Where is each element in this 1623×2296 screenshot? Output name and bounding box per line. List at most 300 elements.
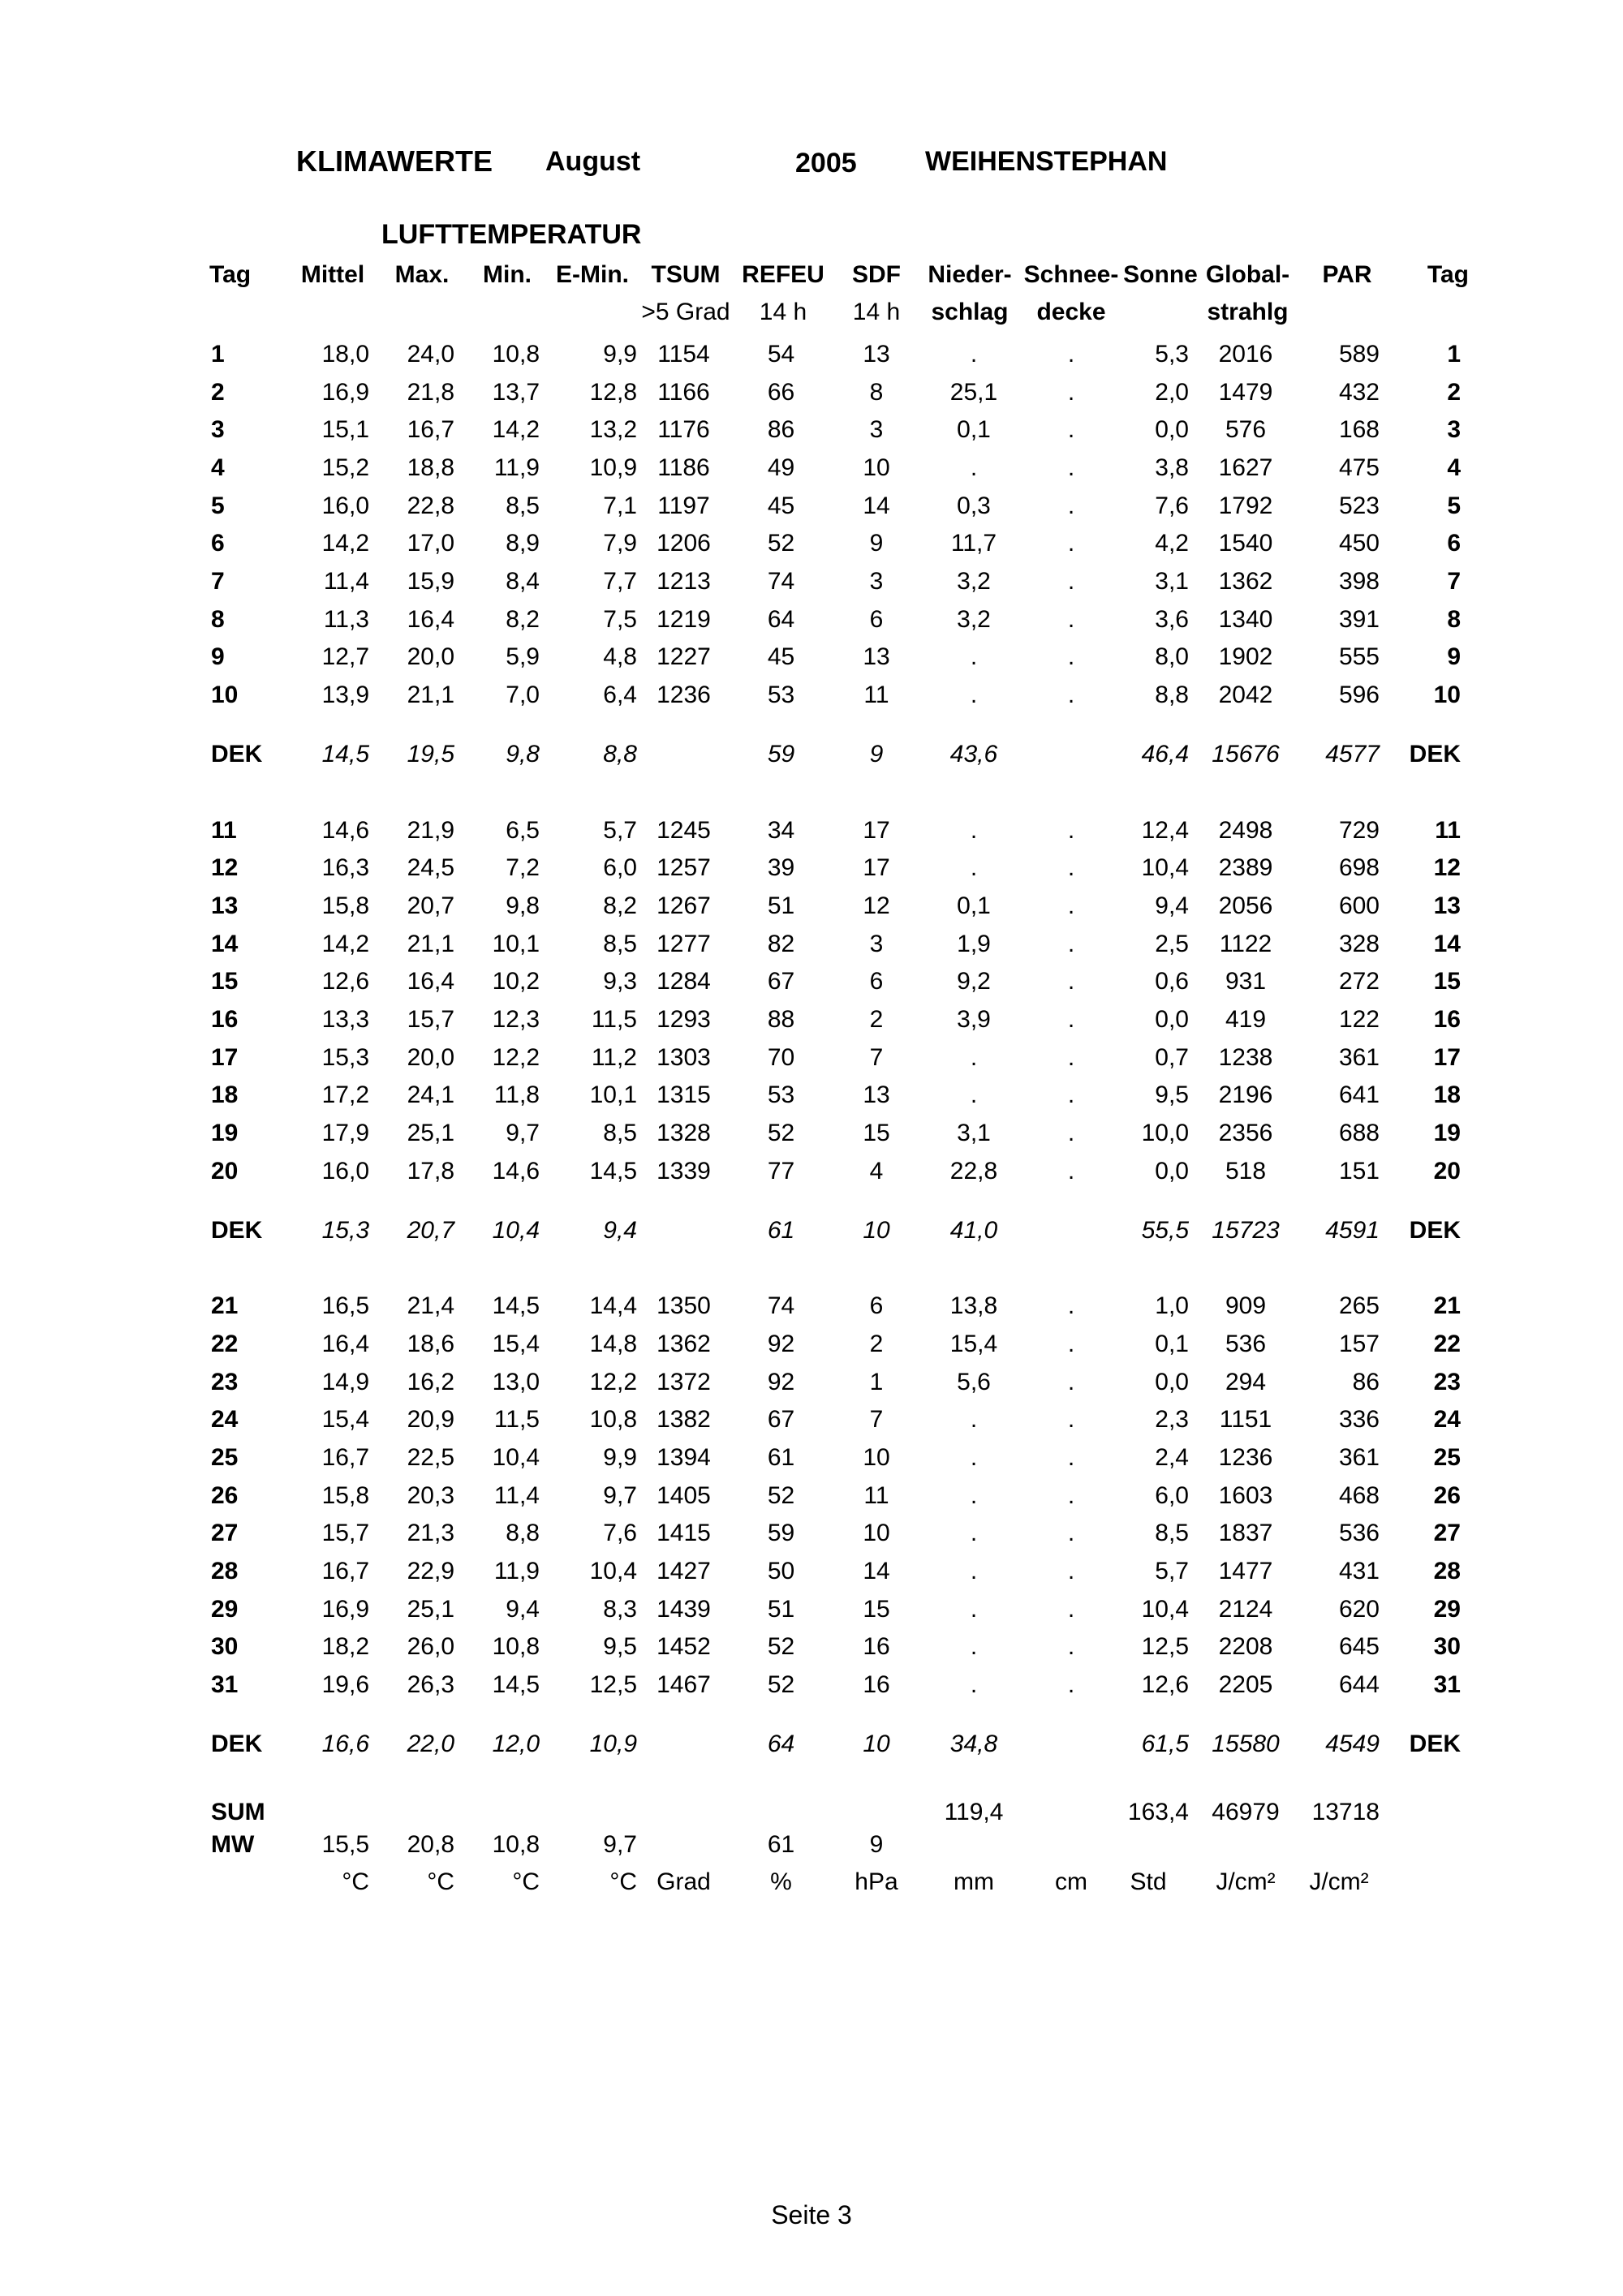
table-cell-tag2: 4: [1447, 454, 1461, 481]
table-cell-sonne: 2,5: [1155, 931, 1189, 957]
table-cell-tag: 6: [211, 530, 225, 557]
table-cell-tag2: 25: [1433, 1444, 1461, 1471]
table-cell-sdf: 13: [863, 643, 890, 670]
table-cell-nieder: 9,2: [957, 968, 991, 995]
table-cell-max: 17,8: [407, 1158, 454, 1185]
table-cell-tsum: 1267: [657, 892, 711, 919]
table-cell-refeu: 70: [767, 1044, 795, 1071]
table-cell-tag2: DEK: [1409, 741, 1461, 767]
table-cell-sonne: 0,0: [1155, 1369, 1189, 1395]
table-cell-schnee: .: [1067, 1044, 1075, 1071]
table-cell-schnee: .: [1067, 454, 1075, 481]
column-header-schnee: Schnee-: [1023, 261, 1119, 288]
table-cell-refeu: 34: [767, 817, 795, 844]
table-cell-refeu: 88: [767, 1006, 795, 1033]
table-cell-tag2: 18: [1433, 1081, 1461, 1108]
table-cell-mittel: 16,0: [321, 492, 369, 519]
table-cell-tag2: 8: [1447, 606, 1461, 633]
table-cell-tsum: 1350: [657, 1292, 711, 1319]
table-cell-sdf: 9: [869, 741, 884, 767]
table-cell-tag: 16: [211, 1006, 239, 1033]
table-cell-par: 644: [1338, 1671, 1380, 1698]
month-label: August: [545, 146, 641, 177]
table-cell-refeu: 61: [767, 1831, 795, 1858]
table-cell-emin: 10,8: [589, 1406, 637, 1433]
table-cell-sdf: 2: [869, 1331, 884, 1357]
table-cell-tag: 28: [211, 1558, 239, 1584]
table-cell-emin: 10,9: [589, 1731, 637, 1757]
table-cell-tsum: 1176: [657, 416, 710, 443]
table-cell-par: 4591: [1325, 1217, 1380, 1244]
table-cell-max: 16,7: [407, 416, 454, 443]
table-cell-schnee: .: [1067, 1520, 1075, 1546]
table-cell-schnee: .: [1067, 379, 1075, 406]
table-cell-tag2: 11: [1435, 817, 1461, 844]
table-cell-nieder: .: [970, 1444, 978, 1471]
table-cell-mittel: 15,1: [321, 416, 369, 443]
table-cell-tag2: 7: [1447, 568, 1461, 595]
table-cell-min: 5,9: [506, 643, 540, 670]
table-cell-min: 7,0: [506, 681, 540, 708]
table-cell-tag2: 22: [1433, 1331, 1461, 1357]
table-cell-global: 2356: [1218, 1120, 1273, 1146]
table-cell-sonne: 12,6: [1141, 1671, 1189, 1698]
table-cell-par: 4577: [1325, 741, 1380, 767]
table-cell-global: 1792: [1218, 492, 1273, 519]
table-cell-mittel: 12,6: [321, 968, 369, 995]
table-cell-par: 272: [1338, 968, 1380, 995]
table-cell-min: 13,7: [492, 379, 540, 406]
table-cell-nieder: 0,1: [957, 892, 991, 919]
table-cell-nieder: .: [970, 817, 978, 844]
table-cell-sonne: 61,5: [1141, 1731, 1189, 1757]
table-cell-tag: 15: [211, 968, 239, 995]
table-cell-emin: 10,1: [589, 1081, 637, 1108]
table-cell-emin: 12,5: [589, 1671, 637, 1698]
table-cell-min: 12,3: [492, 1006, 540, 1033]
table-cell-tag2: 20: [1433, 1158, 1461, 1185]
table-cell-max: 22,9: [407, 1558, 454, 1584]
table-cell-sdf: 10: [863, 1520, 890, 1546]
table-cell-global: J/cm²: [1216, 1868, 1276, 1895]
table-cell-emin: 11,5: [591, 1006, 637, 1033]
table-cell-mittel: 15,8: [321, 892, 369, 919]
table-cell-tsum: 1219: [657, 606, 711, 633]
table-cell-par: 361: [1338, 1044, 1380, 1071]
table-cell-refeu: 53: [767, 1081, 795, 1108]
table-cell-refeu: 61: [767, 1444, 795, 1471]
table-cell-mittel: 15,8: [321, 1482, 369, 1509]
table-cell-refeu: 92: [767, 1369, 795, 1395]
table-cell-sonne: 1,0: [1155, 1292, 1189, 1319]
table-cell-schnee: .: [1067, 1671, 1075, 1698]
table-cell-min: 10,8: [492, 341, 540, 368]
table-cell-schnee: .: [1067, 1596, 1075, 1623]
table-cell-tag: 5: [211, 492, 225, 519]
table-cell-refeu: 53: [767, 681, 795, 708]
table-cell-tag: 1: [211, 341, 225, 368]
table-cell-min: 14,5: [492, 1292, 540, 1319]
table-cell-nieder: 13,8: [949, 1292, 998, 1319]
table-cell-mittel: 11,3: [323, 606, 369, 633]
table-cell-nieder: 0,3: [957, 492, 991, 519]
table-cell-tag: 7: [211, 568, 225, 595]
table-cell-par: 432: [1338, 379, 1380, 406]
table-cell-tsum: 1382: [657, 1406, 711, 1433]
table-cell-sonne: 0,0: [1155, 1006, 1189, 1033]
table-cell-refeu: 45: [767, 492, 795, 519]
table-cell-emin: 12,2: [589, 1369, 637, 1395]
table-cell-max: 22,8: [407, 492, 454, 519]
table-cell-max: 21,8: [407, 379, 454, 406]
table-cell-nieder: .: [970, 341, 978, 368]
table-cell-emin: 9,4: [603, 1217, 637, 1244]
table-cell-par: 688: [1338, 1120, 1380, 1146]
table-cell-tag2: 3: [1447, 416, 1461, 443]
column-header-min: Min.: [483, 261, 532, 288]
table-cell-sdf: 3: [869, 416, 884, 443]
table-cell-tag: 13: [211, 892, 239, 919]
table-cell-tsum: 1439: [657, 1596, 711, 1623]
table-cell-max: 21,9: [407, 817, 454, 844]
table-cell-sonne: 5,7: [1155, 1558, 1189, 1584]
table-cell-tag: DEK: [211, 1731, 263, 1757]
table-cell-global: 1236: [1218, 1444, 1273, 1471]
table-cell-tag2: 13: [1433, 892, 1461, 919]
table-cell-tsum: 1284: [657, 968, 711, 995]
table-cell-emin: 7,6: [603, 1520, 637, 1546]
table-cell-tag: 26: [211, 1482, 239, 1509]
table-cell-max: 26,0: [407, 1633, 454, 1660]
table-cell-par: 151: [1338, 1158, 1380, 1185]
table-cell-tsum: 1339: [657, 1158, 711, 1185]
table-cell-tag: 9: [211, 643, 225, 670]
table-cell-schnee: .: [1067, 530, 1075, 557]
table-cell-min: 10,1: [492, 931, 540, 957]
table-cell-emin: 14,8: [589, 1331, 637, 1357]
column-subheader-tsum: >5 Grad: [641, 299, 730, 325]
table-cell-emin: 14,4: [589, 1292, 637, 1319]
table-cell-nieder: 41,0: [949, 1217, 998, 1244]
column-header-max: Max.: [394, 261, 450, 288]
table-cell-tsum: 1227: [657, 643, 711, 670]
table-cell-min: 14,5: [492, 1671, 540, 1698]
table-cell-sdf: 6: [869, 968, 884, 995]
table-cell-emin: 8,5: [603, 931, 637, 957]
table-cell-max: 16,2: [407, 1369, 454, 1395]
table-cell-tsum: 1236: [657, 681, 711, 708]
column-header-mittel: Mittel: [300, 261, 365, 288]
table-cell-emin: 9,7: [603, 1831, 637, 1858]
column-header-tsum: TSUM: [651, 261, 721, 288]
table-cell-nieder: 119,4: [944, 1799, 1004, 1825]
table-cell-par: 361: [1338, 1444, 1380, 1471]
table-cell-par: 328: [1338, 931, 1380, 957]
table-cell-par: 620: [1338, 1596, 1380, 1623]
table-cell-tsum: 1394: [657, 1444, 711, 1471]
table-cell-tsum: 1405: [657, 1482, 711, 1509]
table-cell-emin: 14,5: [589, 1158, 637, 1185]
table-cell-tag2: 6: [1447, 530, 1461, 557]
table-cell-sdf: 10: [863, 1444, 890, 1471]
table-cell-sonne: 0,1: [1155, 1331, 1189, 1357]
column-subheader-schnee: decke: [1036, 299, 1106, 325]
table-cell-sdf: 6: [869, 1292, 884, 1319]
table-cell-sonne: 10,4: [1141, 854, 1189, 881]
table-cell-global: 1603: [1218, 1482, 1273, 1509]
table-cell-max: 18,8: [407, 454, 454, 481]
table-cell-min: 14,6: [492, 1158, 540, 1185]
table-cell-sonne: 0,7: [1155, 1044, 1189, 1071]
table-cell-sonne: 0,6: [1155, 968, 1189, 995]
table-cell-global: 1540: [1218, 530, 1273, 557]
table-cell-nieder: 3,2: [957, 606, 991, 633]
table-cell-tag: 25: [211, 1444, 239, 1471]
table-cell-schnee: .: [1067, 817, 1075, 844]
table-cell-min: 11,4: [493, 1482, 540, 1509]
table-cell-emin: 6,4: [603, 681, 637, 708]
table-cell-max: 20,0: [407, 643, 454, 670]
table-cell-tsum: 1213: [657, 568, 711, 595]
table-cell-sdf: 17: [863, 817, 890, 844]
table-cell-tag2: 17: [1433, 1044, 1461, 1071]
table-cell-sonne: 2,4: [1155, 1444, 1189, 1471]
table-cell-emin: 13,2: [589, 416, 637, 443]
table-cell-tsum: 1328: [657, 1120, 711, 1146]
table-cell-schnee: .: [1067, 341, 1075, 368]
table-cell-nieder: 1,9: [957, 931, 991, 957]
table-cell-schnee: .: [1067, 1369, 1075, 1395]
table-cell-par: 157: [1338, 1331, 1380, 1357]
table-cell-nieder: 22,8: [949, 1158, 998, 1185]
table-cell-nieder: .: [970, 1406, 978, 1433]
table-cell-global: 15723: [1212, 1217, 1280, 1244]
table-cell-refeu: 45: [767, 643, 795, 670]
table-cell-refeu: %: [770, 1868, 792, 1895]
table-cell-nieder: .: [970, 1596, 978, 1623]
table-cell-global: 576: [1225, 416, 1267, 443]
table-cell-min: 9,4: [506, 1596, 540, 1623]
table-cell-mittel: 14,2: [321, 931, 369, 957]
table-cell-global: 931: [1225, 968, 1267, 995]
table-cell-sdf: 14: [863, 1558, 890, 1584]
table-cell-mittel: 15,3: [321, 1217, 369, 1244]
table-cell-max: 15,7: [407, 1006, 454, 1033]
table-cell-schnee: .: [1067, 1081, 1075, 1108]
table-cell-global: 536: [1225, 1331, 1267, 1357]
table-cell-refeu: 67: [767, 1406, 795, 1433]
table-cell-max: 26,3: [407, 1671, 454, 1698]
table-cell-tag2: 16: [1433, 1006, 1461, 1033]
column-header-sonne: Sonne: [1123, 261, 1198, 288]
table-cell-sdf: 1: [869, 1369, 884, 1395]
table-cell-sonne: 12,5: [1141, 1633, 1189, 1660]
table-cell-par: 475: [1338, 454, 1380, 481]
table-cell-max: 21,1: [407, 681, 454, 708]
table-cell-nieder: .: [970, 1520, 978, 1546]
table-cell-mittel: 14,5: [321, 741, 369, 767]
table-cell-global: 1837: [1218, 1520, 1273, 1546]
table-cell-nieder: .: [970, 1558, 978, 1584]
table-cell-mittel: 17,9: [321, 1120, 369, 1146]
table-cell-sdf: 16: [863, 1671, 890, 1698]
table-cell-sonne: 4,2: [1155, 530, 1189, 557]
table-cell-par: 698: [1338, 854, 1380, 881]
table-cell-par: 431: [1338, 1558, 1380, 1584]
table-cell-nieder: .: [970, 1671, 978, 1698]
table-cell-global: 1479: [1218, 379, 1273, 406]
table-cell-mittel: °C: [342, 1868, 369, 1895]
table-cell-schnee: .: [1067, 1158, 1075, 1185]
table-cell-schnee: .: [1067, 854, 1075, 881]
table-cell-global: 2389: [1218, 854, 1273, 881]
table-cell-min: 11,9: [493, 454, 540, 481]
table-cell-tsum: 1467: [657, 1671, 711, 1698]
table-cell-sonne: 12,4: [1141, 817, 1189, 844]
table-cell-mittel: 17,2: [321, 1081, 369, 1108]
table-cell-mittel: 19,6: [321, 1671, 369, 1698]
table-cell-max: 22,5: [407, 1444, 454, 1471]
table-cell-tsum: 1315: [657, 1081, 711, 1108]
table-cell-sdf: 3: [869, 568, 884, 595]
table-cell-nieder: .: [970, 454, 978, 481]
table-cell-tsum: 1186: [657, 454, 710, 481]
table-cell-tag: 22: [211, 1331, 239, 1357]
table-cell-nieder: .: [970, 854, 978, 881]
table-cell-par: 265: [1338, 1292, 1380, 1319]
table-cell-tag: 20: [211, 1158, 239, 1185]
table-cell-tag2: 14: [1433, 931, 1461, 957]
table-cell-sonne: 55,5: [1141, 1217, 1189, 1244]
station-label: WEIHENSTEPHAN: [925, 146, 1168, 177]
table-cell-sonne: 9,4: [1155, 892, 1189, 919]
table-cell-sonne: 0,0: [1155, 1158, 1189, 1185]
table-cell-nieder: .: [970, 1044, 978, 1071]
table-cell-schnee: .: [1067, 416, 1075, 443]
table-cell-par: 641: [1338, 1081, 1380, 1108]
table-cell-refeu: 52: [767, 1671, 795, 1698]
table-cell-sdf: 13: [863, 1081, 890, 1108]
table-cell-refeu: 74: [767, 568, 795, 595]
table-cell-sonne: 46,4: [1141, 741, 1189, 767]
table-cell-sdf: 15: [863, 1596, 890, 1623]
table-cell-mittel: 16,0: [321, 1158, 369, 1185]
table-cell-tag: 23: [211, 1369, 239, 1395]
table-cell-min: 11,5: [493, 1406, 540, 1433]
table-cell-nieder: .: [970, 643, 978, 670]
table-cell-par: 555: [1338, 643, 1380, 670]
table-cell-schnee: .: [1067, 968, 1075, 995]
table-cell-global: 1902: [1218, 643, 1273, 670]
table-cell-min: 14,2: [492, 416, 540, 443]
table-cell-sonne: 7,6: [1155, 492, 1189, 519]
table-cell-mittel: 15,2: [321, 454, 369, 481]
table-cell-tag: 31: [211, 1671, 239, 1698]
table-cell-min: 9,7: [506, 1120, 540, 1146]
table-cell-schnee: .: [1067, 1633, 1075, 1660]
table-cell-tag2: 15: [1433, 968, 1461, 995]
table-cell-min: 13,0: [492, 1369, 540, 1395]
column-header-sdf: SDF: [852, 261, 901, 288]
table-cell-global: 2056: [1218, 892, 1273, 919]
table-cell-tag: SUM: [211, 1799, 265, 1825]
table-cell-refeu: 51: [767, 1596, 795, 1623]
table-cell-max: 21,1: [407, 931, 454, 957]
table-cell-mittel: 16,6: [321, 1731, 369, 1757]
table-cell-par: 336: [1338, 1406, 1380, 1433]
table-cell-mittel: 15,7: [321, 1520, 369, 1546]
table-cell-mittel: 16,3: [321, 854, 369, 881]
table-cell-sdf: hPa: [855, 1868, 898, 1895]
table-cell-sdf: 7: [869, 1044, 884, 1071]
table-cell-tag2: 1: [1447, 341, 1461, 368]
table-cell-nieder: 0,1: [957, 416, 991, 443]
table-cell-mittel: 16,7: [321, 1558, 369, 1584]
table-cell-global: 2196: [1218, 1081, 1273, 1108]
table-cell-tag: DEK: [211, 1217, 263, 1244]
table-cell-emin: 10,9: [589, 454, 637, 481]
table-cell-sonne: 3,8: [1155, 454, 1189, 481]
table-cell-refeu: 82: [767, 931, 795, 957]
table-cell-mittel: 11,4: [323, 568, 369, 595]
table-cell-emin: 9,7: [603, 1482, 637, 1509]
table-cell-tsum: 1197: [657, 492, 710, 519]
table-cell-tag2: 9: [1447, 643, 1461, 670]
table-cell-sdf: 8: [869, 379, 884, 406]
table-cell-emin: 9,5: [603, 1633, 637, 1660]
table-cell-min: 10,4: [492, 1217, 540, 1244]
table-cell-min: 9,8: [506, 892, 540, 919]
page-number: Seite 3: [771, 2200, 852, 2229]
table-cell-tag2: 24: [1433, 1406, 1461, 1433]
table-cell-global: 1627: [1218, 454, 1273, 481]
table-cell-refeu: 54: [767, 341, 795, 368]
table-cell-min: 10,8: [492, 1633, 540, 1660]
table-cell-tag: 8: [211, 606, 225, 633]
table-cell-sdf: 17: [863, 854, 890, 881]
table-cell-emin: °C: [609, 1868, 637, 1895]
table-cell-refeu: 49: [767, 454, 795, 481]
table-cell-par: 645: [1338, 1633, 1380, 1660]
table-cell-tsum: Grad: [657, 1868, 711, 1895]
table-cell-nieder: .: [970, 1081, 978, 1108]
table-cell-par: 596: [1338, 681, 1380, 708]
table-cell-tag: 29: [211, 1596, 239, 1623]
table-cell-mittel: 14,2: [321, 530, 369, 557]
table-cell-par: J/cm²: [1309, 1868, 1369, 1895]
table-cell-sonne: 163,4: [1127, 1799, 1189, 1825]
column-header-par: PAR: [1322, 261, 1372, 288]
table-cell-schnee: .: [1067, 681, 1075, 708]
table-cell-emin: 6,0: [603, 854, 637, 881]
table-cell-max: 20,9: [407, 1406, 454, 1433]
table-cell-sdf: 4: [869, 1158, 884, 1185]
table-cell-emin: 5,7: [603, 817, 637, 844]
table-cell-global: 2498: [1218, 817, 1273, 844]
table-cell-emin: 9,9: [603, 1444, 637, 1471]
table-cell-refeu: 92: [767, 1331, 795, 1357]
table-cell-tsum: 1415: [657, 1520, 711, 1546]
table-cell-mittel: 16,9: [321, 379, 369, 406]
table-cell-refeu: 52: [767, 1482, 795, 1509]
table-cell-sonne: 8,0: [1155, 643, 1189, 670]
table-cell-schnee: .: [1067, 931, 1075, 957]
table-cell-mittel: 16,4: [321, 1331, 369, 1357]
table-cell-tsum: 1452: [657, 1633, 711, 1660]
table-cell-mittel: 15,5: [321, 1831, 369, 1858]
table-cell-schnee: .: [1067, 1444, 1075, 1471]
table-cell-sonne: Std: [1130, 1868, 1167, 1895]
